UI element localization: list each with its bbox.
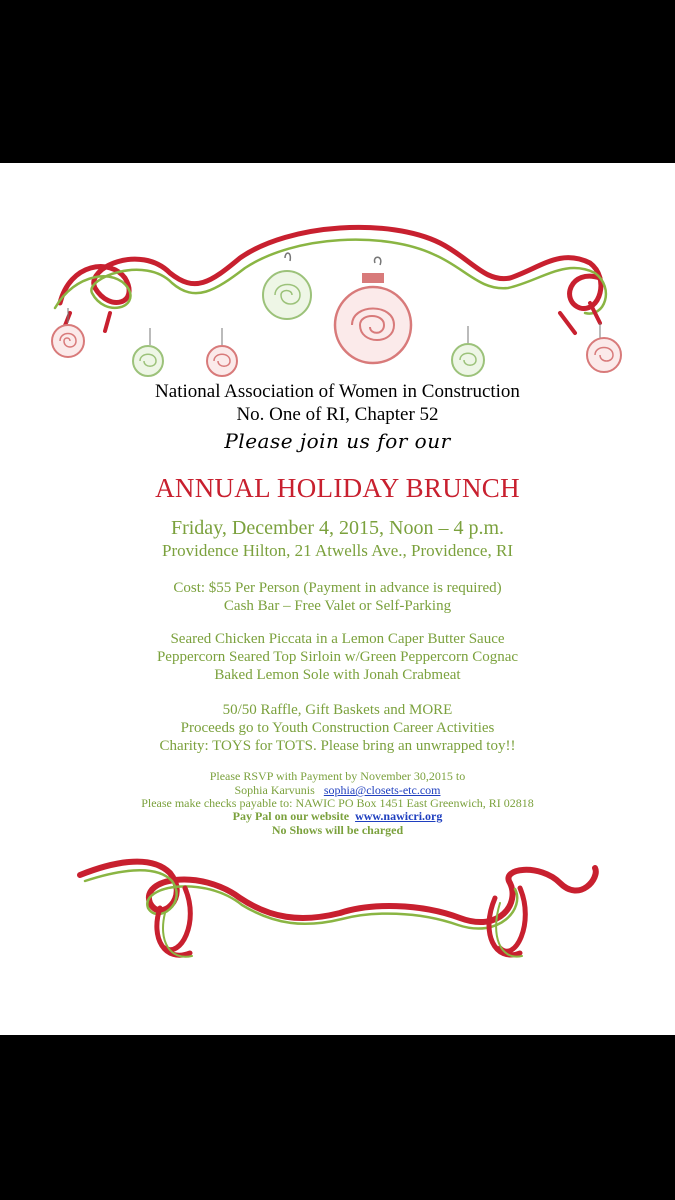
menu-item: Seared Chicken Piccata in a Lemon Caper Butter Sauce (170, 631, 505, 647)
paypal-line (0, 809, 675, 824)
website-link[interactable]: www.nawicri.org (355, 809, 443, 823)
organization-name: National Association of Women in Construction (155, 381, 520, 402)
flyer-page (0, 163, 675, 1035)
bottom-ribbon-icon (80, 862, 596, 957)
top-ribbon-icon (55, 227, 606, 338)
ornament-icon (52, 253, 621, 376)
menu-item: Baked Lemon Sole with Jonah Crabmeat (214, 667, 461, 683)
event-datetime: Friday, December 4, 2015, Noon – 4 p.m. (170, 517, 505, 539)
proceeds-line: Proceeds go to Youth Construction Career Activities (180, 720, 495, 736)
parking-line: Cash Bar – Free Valet or Self-Parking (223, 598, 452, 614)
rsvp-email-link[interactable]: sophia@closets-etc.com (323, 783, 441, 797)
menu-item: Peppercorn Seared Top Sirloin w/Green Peppercorn Cognac (156, 649, 519, 665)
rsvp-name: Sophia Karvunis (234, 783, 315, 797)
event-title: ANNUAL HOLIDAY BRUNCH (155, 473, 520, 503)
raffle-line: 50/50 Raffle, Gift Baskets and MORE (222, 702, 453, 718)
cost-line: Cost: $55 Per Person (Payment in advance is required) (173, 580, 502, 596)
invite-line: Please join us for our (224, 429, 451, 453)
event-location: Providence Hilton, 21 Atwells Ave., Providence, RI (162, 541, 513, 560)
checks-line: Please make checks payable to: NAWIC PO Box 1451 East Greenwich, RI 02818 (141, 796, 534, 810)
rsvp-line: Please RSVP with Payment by November 30,2015 to (209, 769, 466, 783)
no-shows-line: No Shows will be charged (271, 823, 404, 837)
chapter-name: No. One of RI, Chapter 52 (236, 404, 439, 425)
charity-line: Charity: TOYS for TOTS. Please bring an unwrapped toy!! (159, 738, 516, 754)
paypal-text: Pay Pal on our website (232, 809, 350, 823)
